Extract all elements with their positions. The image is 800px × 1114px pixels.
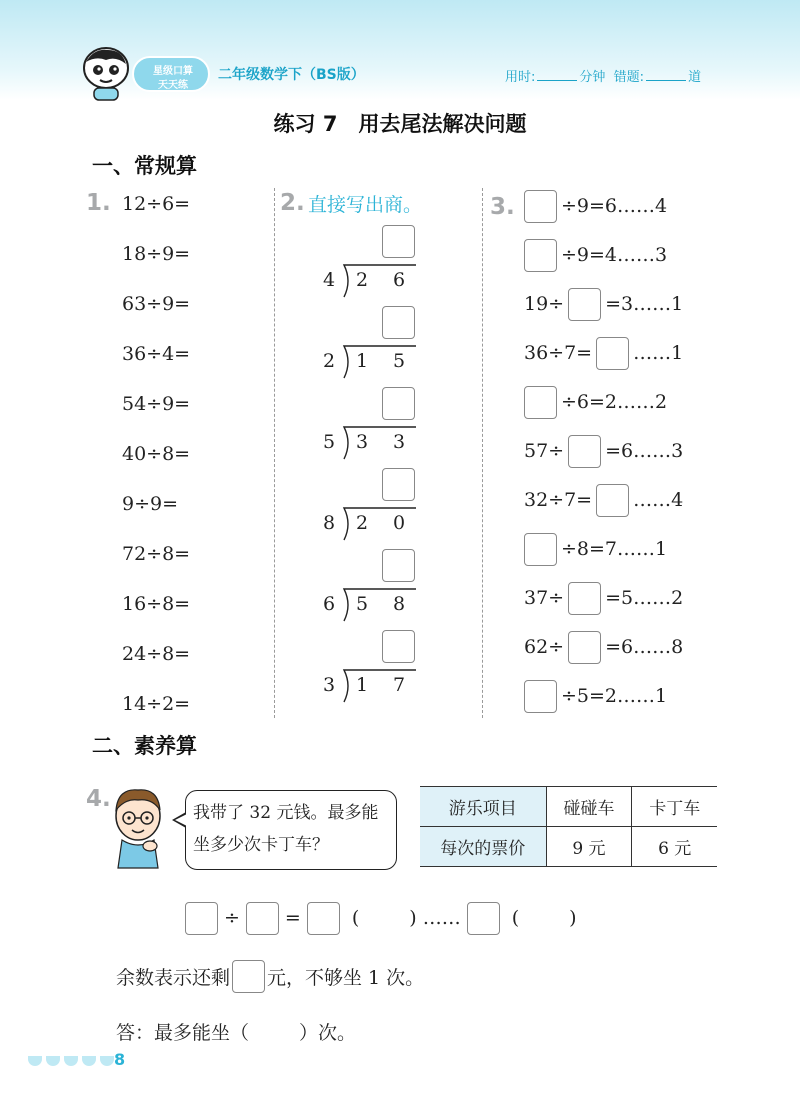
dividend-digit: 1 (356, 674, 369, 696)
footer-dots (28, 1056, 114, 1066)
q3-pre: 62÷ (524, 636, 565, 658)
answer-box-remaining[interactable] (232, 960, 265, 993)
answer-box[interactable] (524, 239, 557, 272)
speech-tail-inner (175, 814, 187, 826)
dividend-digit: 2 (356, 512, 369, 534)
q3-item (524, 580, 683, 616)
dividend-digit: 1 (356, 350, 369, 372)
division-item (320, 468, 420, 553)
q3-post: ……1 (633, 342, 684, 364)
answer-box-divisor[interactable] (246, 902, 279, 935)
divider-2 (482, 188, 483, 718)
divisor: 6 (323, 593, 336, 615)
table-row (420, 827, 717, 867)
section2-heading: 二、素养算 (92, 734, 197, 758)
speech-text: 我带了 32 元钱。最多能坐多少次卡丁车？ (193, 803, 379, 855)
answer-pre: 答：最多能坐（ (116, 1021, 250, 1044)
division-bracket (338, 587, 418, 623)
q3-post: =6……8 (605, 636, 684, 658)
footer-dot (82, 1056, 96, 1066)
q1-number: 1. (86, 190, 111, 216)
quotient-box[interactable] (382, 549, 415, 582)
q3-pre: 32÷7= (524, 489, 593, 511)
q3-post: ÷8=7……1 (561, 538, 668, 560)
table-cell: 碰碰车 (546, 787, 632, 827)
eq-sign: = (284, 907, 301, 929)
time-label: 用时: (505, 70, 536, 85)
answer-box[interactable] (524, 533, 557, 566)
division-item (320, 225, 420, 310)
minutes-label: 分钟 (579, 70, 606, 85)
page-title: 练习 7 用去尾法解决问题 (273, 112, 527, 136)
table-cell: 游乐项目 (420, 787, 546, 827)
answer-box[interactable] (524, 680, 557, 713)
answer-box[interactable] (568, 631, 601, 664)
q3-post: =3……1 (605, 293, 684, 315)
q3-item (524, 237, 667, 273)
price-table (420, 786, 717, 867)
q1-item: 14÷2= (122, 693, 191, 715)
q3-post: ……4 (633, 489, 684, 511)
logo-line1: 星级口算 (153, 66, 193, 77)
q4-number: 4. (86, 786, 111, 812)
answer-box-dividend[interactable] (185, 902, 218, 935)
remainder-pre: 余数表示还剩 (116, 966, 231, 989)
q1-item: 12÷6= (122, 193, 191, 215)
answer-post: ）次。 (299, 1021, 357, 1044)
division-item (320, 630, 420, 715)
q1-item: 24÷8= (122, 643, 191, 665)
answer-box[interactable] (524, 386, 557, 419)
div-sign: ÷ (224, 907, 240, 929)
table-cell: 9 元 (546, 827, 632, 867)
q3-item (524, 335, 683, 371)
book-title: 二年级数学下（BS版） (218, 67, 365, 83)
q3-post: ÷9=6……4 (561, 195, 668, 217)
q3-item (524, 384, 667, 420)
divisor: 8 (323, 512, 336, 534)
paren-close-1: ) (409, 907, 417, 929)
dividend-digit: 5 (393, 350, 406, 372)
q2-instruction: 直接写出商。 (308, 194, 423, 216)
divider-1 (274, 188, 275, 718)
q3-pre: 19÷ (524, 293, 565, 315)
dividend-digit: 6 (393, 269, 406, 291)
q3-item (524, 678, 667, 714)
section1-heading: 一、常规算 (92, 154, 197, 178)
remainder-line (116, 958, 424, 994)
logo-line2: 天天练 (158, 80, 188, 91)
quotient-box[interactable] (382, 306, 415, 339)
q2-number: 2. (280, 190, 305, 216)
q3-item (524, 629, 683, 665)
division-bracket (338, 506, 418, 542)
footer-dot (64, 1056, 78, 1066)
q1-item: 63÷9= (122, 293, 191, 315)
footer-dot (46, 1056, 60, 1066)
remainder-post: 元，不够坐 1 次。 (267, 966, 425, 989)
answer-box[interactable] (568, 435, 601, 468)
q1-item: 16÷8= (122, 593, 191, 615)
q3-pre: 36÷7= (524, 342, 593, 364)
q3-pre: 37÷ (524, 587, 565, 609)
division-bracket (338, 344, 418, 380)
table-cell: 6 元 (632, 827, 717, 867)
dividend-digit: 7 (393, 674, 406, 696)
answer-box[interactable] (568, 288, 601, 321)
errors-blank[interactable] (646, 80, 686, 81)
dividend-digit: 0 (393, 512, 406, 534)
paren-close-2: ) (569, 907, 577, 929)
q1-item: 54÷9= (122, 393, 191, 415)
errors-label: 错题: (613, 70, 645, 85)
q3-post: =6……3 (605, 440, 684, 462)
dividend-digit: 2 (356, 269, 369, 291)
quotient-box[interactable] (382, 387, 415, 420)
logo-badge (132, 56, 210, 92)
dividend-digit: 5 (356, 593, 369, 615)
remainder-dots: …… (422, 907, 461, 929)
table-cell: 卡丁车 (632, 787, 717, 827)
timer-fields (505, 66, 701, 85)
answer-box[interactable] (524, 190, 557, 223)
answer-box-quotient[interactable] (307, 902, 340, 935)
answer-line (116, 1016, 356, 1046)
q3-item (524, 531, 667, 567)
footer-dot (100, 1056, 114, 1066)
boy-character-icon (108, 780, 168, 870)
division-bracket (338, 668, 418, 704)
dividend-digit: 3 (356, 431, 369, 453)
quotient-box[interactable] (382, 630, 415, 663)
q3-pre: 57÷ (524, 440, 565, 462)
division-bracket (338, 425, 418, 461)
divisor: 2 (323, 350, 336, 372)
q3-item (524, 188, 667, 224)
q1-item: 36÷4= (122, 343, 191, 365)
paren-open-1: ( (351, 907, 360, 929)
q3-post: ÷6=2……2 (561, 391, 668, 413)
q3-number: 3. (490, 194, 515, 220)
q3-post: =5……2 (605, 587, 684, 609)
paren-open-2: ( (511, 907, 520, 929)
q3-item (524, 433, 683, 469)
mascot-icon (80, 46, 132, 102)
divisor: 3 (323, 674, 336, 696)
division-item (320, 387, 420, 472)
q1-item: 72÷8= (122, 543, 191, 565)
footer-dot (28, 1056, 42, 1066)
q1-item: 40÷8= (122, 443, 191, 465)
page-number: 8 (114, 1050, 126, 1069)
q1-item: 18÷9= (122, 243, 191, 265)
division-bracket (338, 263, 418, 299)
answer-box-remainder[interactable] (467, 902, 500, 935)
answer-box[interactable] (568, 582, 601, 615)
q1-item: 9÷9= (122, 493, 179, 515)
dividend-digit: 3 (393, 431, 406, 453)
division-item (320, 549, 420, 634)
answer-box[interactable] (596, 337, 629, 370)
division-item (320, 306, 420, 391)
table-row (420, 787, 717, 827)
answer-box[interactable] (596, 484, 629, 517)
q3-post: ÷5=2……1 (561, 685, 668, 707)
time-blank[interactable] (537, 80, 577, 81)
divisor: 4 (323, 269, 336, 291)
q3-item (524, 286, 683, 322)
equation-row (185, 900, 577, 936)
q3-item (524, 482, 683, 518)
divisor: 5 (323, 431, 336, 453)
q3-post: ÷9=4……3 (561, 244, 668, 266)
dividend-digit: 8 (393, 593, 406, 615)
quotient-box[interactable] (382, 468, 415, 501)
errors-unit: 道 (688, 70, 702, 85)
table-cell: 每次的票价 (420, 827, 546, 867)
quotient-box[interactable] (382, 225, 415, 258)
